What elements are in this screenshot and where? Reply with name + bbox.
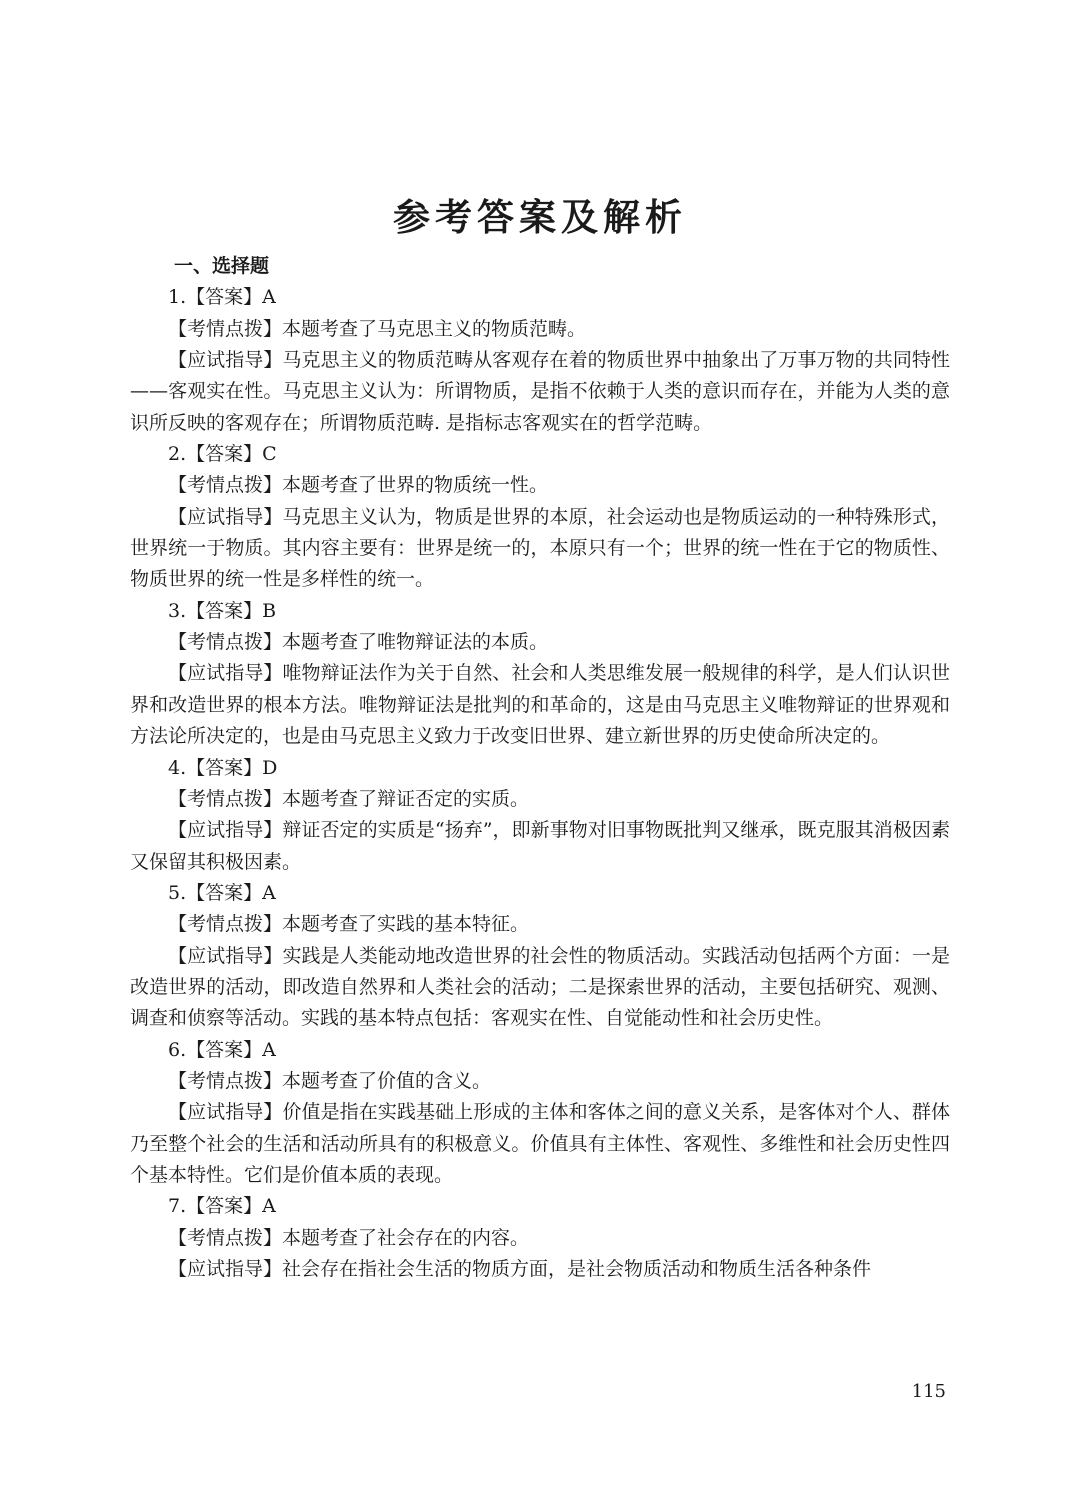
answer-line: 1.【答案】A bbox=[168, 286, 276, 309]
exam-point bbox=[130, 470, 950, 501]
exam-point-label: 【考情点拨】 bbox=[168, 474, 283, 497]
exam-point bbox=[130, 314, 950, 345]
answer-item bbox=[130, 753, 950, 878]
answer-item bbox=[130, 596, 950, 753]
exam-point-text: 本题考查了唯物辩证法的本质。 bbox=[282, 631, 549, 654]
exam-guide-text: 辩证否定的实质是“扬弃”，即新事物对旧事物既批判又继承，既克服其消极因素又保留其积极因素。 bbox=[130, 819, 950, 873]
answer-line: 5.【答案】A bbox=[168, 881, 276, 904]
page-title: 参考答案及解析 bbox=[393, 196, 687, 239]
exam-guide-text: 实践是人类能动地改造世界的社会性的物质活动。实践活动包括两个方面：一是改造世界的活动，即改造自然界和人类社会的活动；二是探索世界的活动，主要包括研究、观测、调查和侦察等活动。实践的基本特点包括：客观实在性、自觉能动性和社会历史性。 bbox=[130, 944, 950, 1030]
exam-point-text: 本题考查了辩证否定的实质。 bbox=[282, 787, 530, 810]
exam-point-text: 本题考查了世界的物质统一性。 bbox=[282, 474, 549, 497]
exam-guide-label: 【应试指导】 bbox=[168, 349, 283, 372]
exam-guide-text: 社会存在指社会生活的物质方面，是社会物质活动和物质生活各种条件 bbox=[282, 1258, 872, 1280]
exam-point-label: 【考情点拨】 bbox=[168, 1226, 283, 1249]
exam-guide-text: 唯物辩证法作为关于自然、社会和人类思维发展一般规律的科学，是人们认识世界和改造世界的根本方法。唯物辩证法是批判的和革命的，这是由马克思主义唯物辩证的世界观和方法论所决定的，也是由马克思主义致力于改变旧世界、建立新世界的历史使命所决定的。 bbox=[130, 662, 950, 748]
answer-item bbox=[130, 1035, 950, 1192]
exam-point-label: 【考情点拨】 bbox=[168, 317, 283, 340]
exam-guide bbox=[130, 502, 950, 596]
answer-line: 7.【答案】A bbox=[168, 1195, 276, 1218]
section-heading: 一、选择题 bbox=[174, 255, 270, 277]
exam-guide bbox=[130, 1254, 950, 1285]
answer-list bbox=[130, 282, 950, 1285]
exam-guide-label: 【应试指导】 bbox=[168, 819, 283, 842]
exam-point bbox=[130, 1066, 950, 1097]
exam-guide-label: 【应试指导】 bbox=[168, 1101, 283, 1124]
exam-point bbox=[130, 627, 950, 658]
exam-point-text: 本题考查了实践的基本特征。 bbox=[282, 913, 530, 936]
exam-guide bbox=[130, 1097, 950, 1191]
exam-point-text: 本题考查了价值的含义。 bbox=[282, 1069, 492, 1092]
exam-guide-text: 马克思主义认为，物质是世界的本原，社会运动也是物质运动的一种特殊形式，世界统一于物质。其内容主要有：世界是统一的，本原只有一个；世界的统一性在于它的物质性、物质世界的统一性是多样性的统一。 bbox=[130, 505, 950, 591]
exam-point-text: 本题考查了社会存在的内容。 bbox=[282, 1226, 530, 1249]
answer-line: 4.【答案】D bbox=[168, 756, 278, 779]
exam-guide bbox=[130, 815, 950, 878]
exam-point bbox=[130, 784, 950, 815]
exam-guide-label: 【应试指导】 bbox=[168, 944, 283, 967]
exam-guide-text: 马克思主义的物质范畴从客观存在着的物质世界中抽象出了万事万物的共同特性——客观实在性。马克思主义认为：所谓物质，是指不依赖于人类的意识而存在，并能为人类的意识所反映的客观存在；所谓物质范畴. 是指标志客观实在的哲学范畴。 bbox=[130, 349, 950, 434]
exam-guide bbox=[130, 941, 950, 1035]
exam-guide bbox=[130, 345, 950, 439]
answer-content bbox=[130, 251, 950, 1285]
exam-point-label: 【考情点拨】 bbox=[168, 913, 283, 936]
answer-item bbox=[130, 878, 950, 1035]
answer-item bbox=[130, 1191, 950, 1285]
exam-guide-label: 【应试指导】 bbox=[168, 1258, 283, 1280]
exam-point bbox=[130, 1223, 950, 1254]
answer-line: 6.【答案】A bbox=[168, 1038, 276, 1061]
answer-item bbox=[130, 282, 950, 439]
exam-guide-text: 价值是指在实践基础上形成的主体和客体之间的意义关系，是客体对个人、群体乃至整个社会的生活和活动所具有的积极意义。价值具有主体性、客观性、多维性和社会历史性四个基本特性。它们是价值本质的表现。 bbox=[130, 1101, 950, 1186]
answer-line: 2.【答案】C bbox=[168, 443, 277, 466]
answer-line: 3.【答案】B bbox=[168, 599, 277, 622]
exam-point-label: 【考情点拨】 bbox=[168, 787, 283, 810]
exam-point-text: 本题考查了马克思主义的物质范畴。 bbox=[282, 317, 587, 340]
exam-point-label: 【考情点拨】 bbox=[168, 1069, 283, 1092]
answer-item bbox=[130, 439, 950, 596]
exam-guide-label: 【应试指导】 bbox=[168, 505, 283, 528]
exam-guide-label: 【应试指导】 bbox=[168, 662, 283, 685]
exam-guide bbox=[130, 658, 950, 752]
page-number: 115 bbox=[911, 1381, 946, 1402]
exam-point-label: 【考情点拨】 bbox=[168, 631, 283, 654]
exam-point bbox=[130, 909, 950, 940]
